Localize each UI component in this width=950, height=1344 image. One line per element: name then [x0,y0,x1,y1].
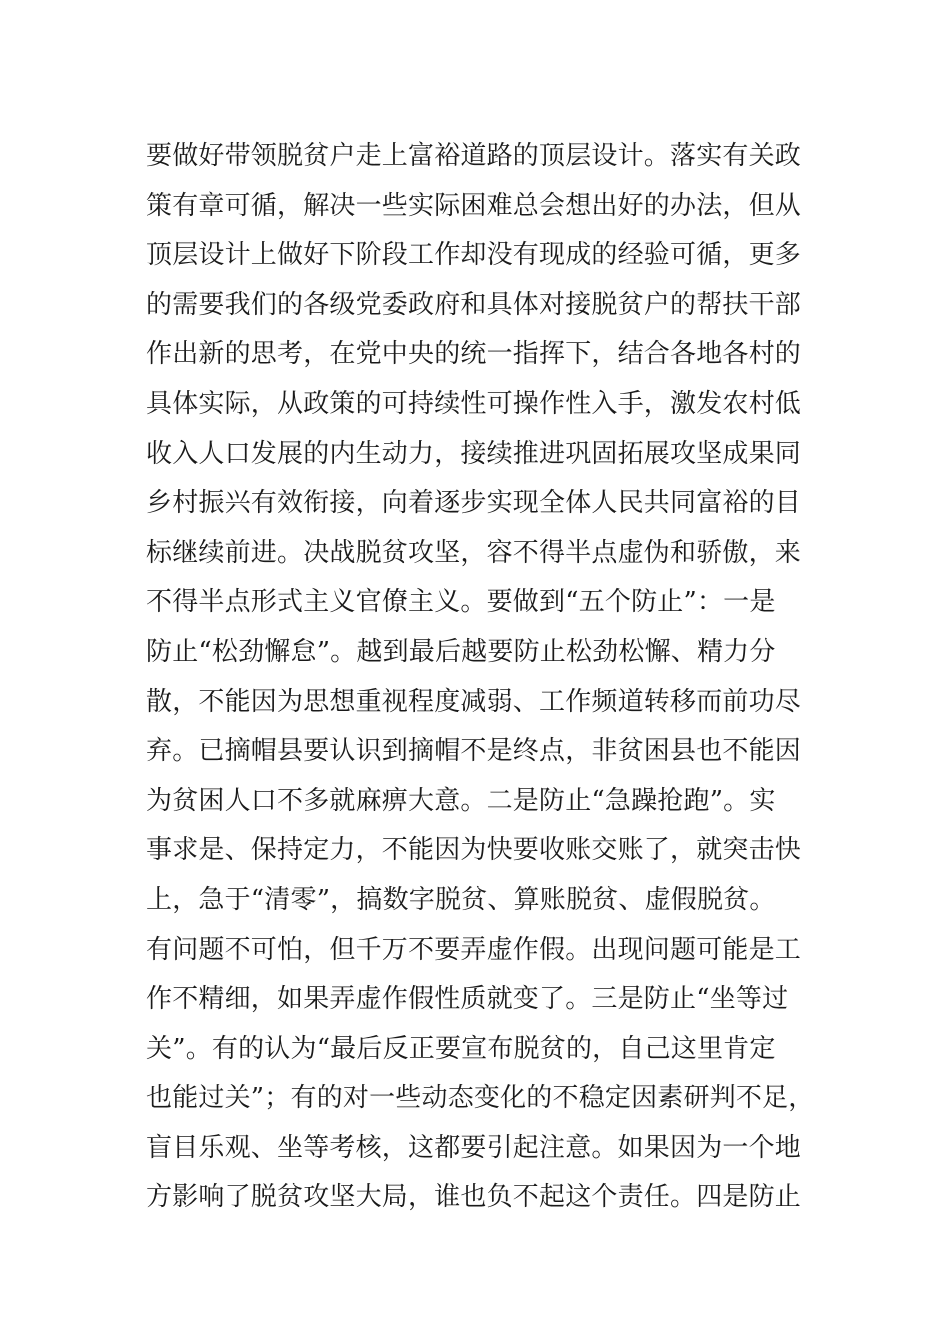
text-line: 具体实际，从政策的可持续性可操作性入手，激发农村低 [146,388,802,419]
text-line: 盲目乐观、坐等考核，这都要引起注意。如果因为一个地 [146,1132,802,1163]
text-line: 弃。已摘帽县要认识到摘帽不是终点，非贫困县也不能因 [146,736,802,767]
text-line: 的需要我们的各级党委政府和具体对接脱贫户的帮扶干部 [146,289,802,320]
text-line: 不得半点形式主义官僚主义。要做到“五个防止”：一是 [146,587,776,618]
text-line: 事求是、保持定力，不能因为快要收账交账了，就突击快 [146,835,802,866]
body-paragraph [146,132,815,1223]
text-line: 策有章可循，解决一些实际困难总会想出好的办法，但从 [146,190,802,221]
text-line: 收入人口发展的内生动力，接续推进巩固拓展攻坚成果同 [146,438,802,469]
text-line: 防止“松劲懈怠”。越到最后越要防止松劲松懈、精力分 [146,636,776,667]
text-line: 作出新的思考，在党中央的统一指挥下，结合各地各村的 [146,339,802,370]
text-line: 作不精细，如果弄虚作假性质就变了。三是防止“坐等过 [146,984,789,1015]
text-line: 关”。有的认为“最后反正要宣布脱贫的，自己这里肯定 [146,1033,776,1064]
text-line: 方影响了脱贫攻坚大局，谁也负不起这个责任。四是防止 [146,1182,802,1213]
text-line: 乡村振兴有效衔接，向着逐步实现全体人民共同富裕的目 [146,488,802,519]
text-line: 标继续前进。决战脱贫攻坚，容不得半点虚伪和骄傲，来 [146,537,802,568]
text-line: 要做好带领脱贫户走上富裕道路的顶层设计。落实有关政 [146,141,802,171]
text-line: 上，急于“清零”，搞数字脱贫、算账脱贫、虚假脱贫。 [146,884,776,915]
text-line: 有问题不可怕，但千万不要弄虚作假。出现问题可能是工 [146,934,802,965]
text-line: 顶层设计上做好下阶段工作却没有现成的经验可循，更多 [146,240,802,271]
text-line: 散，不能因为思想重视程度减弱、工作频道转移而前功尽 [146,686,802,717]
text-line: 也能过关”；有的对一些动态变化的不稳定因素研判不足， [146,1083,815,1114]
text-line: 为贫困人口不多就麻痹大意。二是防止“急躁抢跑”。实 [146,785,776,816]
